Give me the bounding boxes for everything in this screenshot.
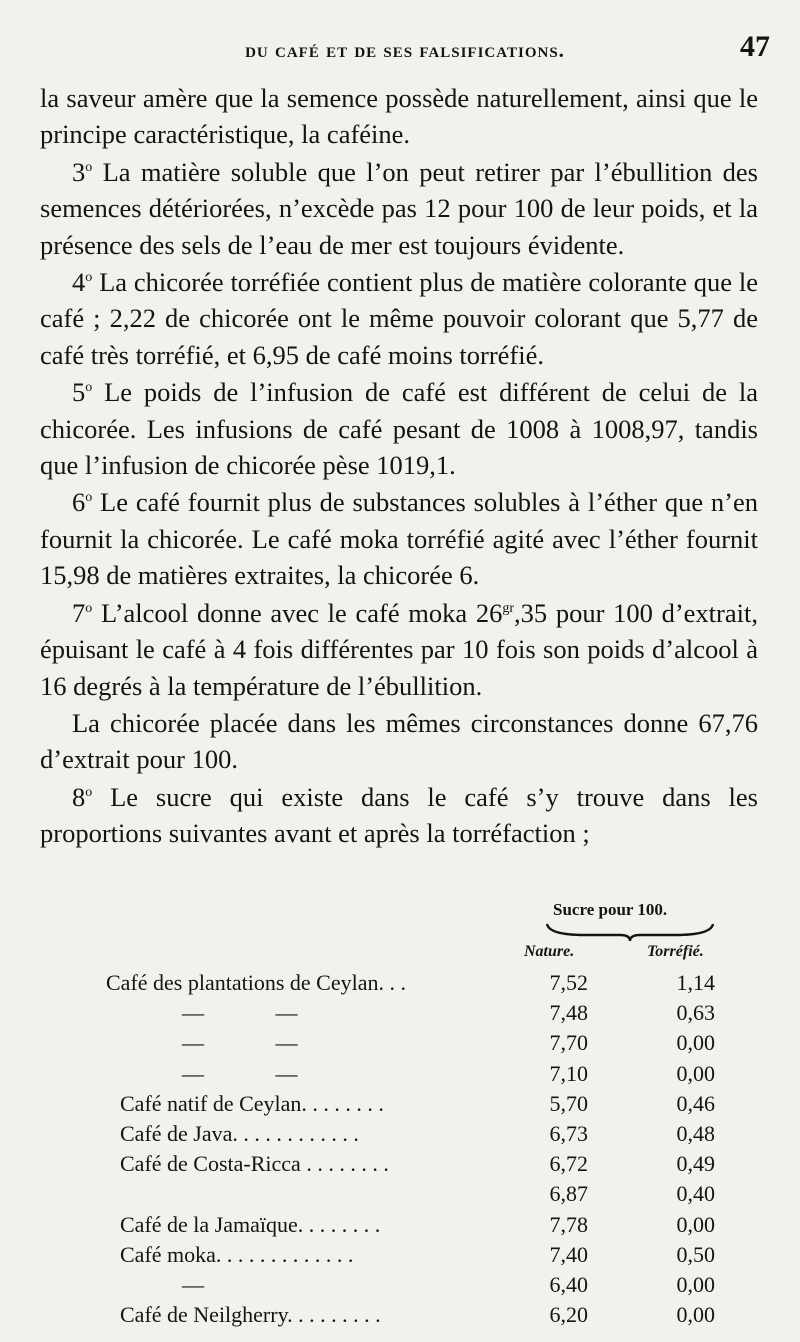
table-row: [40, 1272, 758, 1300]
ordinal-sup: o: [85, 270, 93, 286]
ordinal-sup: o: [85, 380, 93, 396]
value-torrefie: 0,49: [676, 1151, 715, 1177]
table-row: [40, 1091, 758, 1119]
table-row: [40, 1212, 758, 1240]
value-nature: 7,10: [549, 1060, 588, 1086]
paragraph-1: [40, 154, 758, 263]
value-nature: 7,40: [549, 1241, 588, 1267]
value-nature: 7,52: [549, 970, 588, 995]
unit-sup: gr: [502, 600, 515, 616]
ordinal-sup: o: [85, 600, 93, 616]
row-label: Café moka. . . . . . . . . . . . .: [120, 1241, 354, 1267]
table-row: [40, 1242, 758, 1270]
row-label: —: [182, 1272, 204, 1297]
value-torrefie: 0,00: [676, 1030, 715, 1056]
table-row: [40, 1030, 758, 1058]
value-torrefie: 0,00: [676, 1211, 715, 1237]
paragraph-4: [40, 484, 758, 593]
table-caption: Sucre pour 100.: [553, 900, 668, 919]
paragraph-text: la saveur amère que la semence possède naturellement, ainsi que le principe caractéristique, la caféine.: [40, 83, 758, 150]
row-label: Café natif de Ceylan. . . . . . . .: [120, 1090, 384, 1116]
value-torrefie: 0,00: [676, 1272, 715, 1297]
paragraph-0: [40, 80, 758, 153]
row-label: Café de Costa-Ricca . . . . . . . .: [120, 1151, 389, 1177]
value-torrefie: 0,63: [676, 1000, 715, 1026]
item-number: 6: [72, 487, 86, 518]
value-nature: 6,87: [549, 1181, 588, 1207]
paragraph-text: ,35 pour 100 d’extrait, épuisant le café à 4 fois différentes par 10 fois son poids d’alcool à 16 degrés à la température de l’ébullition.: [40, 597, 758, 701]
table-row: [40, 970, 758, 998]
paragraph-2: [40, 264, 758, 373]
column-header-nature: Nature.: [524, 943, 575, 960]
paragraph-text: La chicorée placée dans les mêmes circonstances donne 67,76 d’extrait pour 100.: [40, 707, 758, 775]
paragraph-7: [40, 779, 758, 852]
item-number: 5: [72, 377, 86, 408]
row-label: Café de Neilgherry. . . . . . . . .: [120, 1302, 381, 1328]
paragraph-text: La chicorée torréfiée contient plus de matière colorante que le café ; 2,22 de chicorée ont le même pouvoir colorant que 5,77 de café très torréfié, et 6,95 de café moins torréfié.: [40, 267, 758, 370]
paragraph-text: La matière soluble que l’on peut retirer par l’ébullition des semences détériorées, n’excède pas 12 pour 100 de leur poids, et la présence des sels de l’eau de mer est toujours évidente.: [40, 156, 758, 260]
value-nature: 5,70: [549, 1090, 588, 1116]
value-nature: 7,48: [549, 1000, 588, 1026]
running-head: du café et de ses falsifications.: [245, 38, 565, 62]
paragraph-5: [40, 595, 758, 704]
item-number: 7: [72, 597, 86, 628]
body-text: [40, 80, 758, 852]
value-nature: 7,70: [549, 1030, 588, 1056]
value-torrefie: 0,00: [676, 1060, 715, 1086]
paragraph-text: Le sucre qui existe dans le café s’y trouve dans les proportions suivantes avant et après la torréfaction ;: [40, 781, 758, 849]
paragraph-6: [40, 705, 758, 778]
paragraph-3: [40, 374, 758, 483]
column-header-torrefie: Torréfié.: [647, 943, 704, 960]
page-number: 47: [740, 30, 770, 63]
ordinal-sup: o: [85, 490, 93, 506]
table-row: [40, 1151, 758, 1179]
ordinal-sup: o: [85, 784, 93, 800]
row-label: — —: [182, 1030, 298, 1056]
value-nature: 6,20: [549, 1302, 588, 1328]
row-label: Café de Java. . . . . . . . . . . .: [120, 1121, 359, 1146]
value-torrefie: 0,46: [676, 1090, 715, 1116]
table-row: [40, 1302, 758, 1330]
value-nature: 6,40: [549, 1272, 588, 1297]
table-row: [40, 1061, 758, 1089]
row-label: — —: [182, 1000, 298, 1026]
item-number: 8: [72, 781, 86, 812]
paragraph-text: Le poids de l’infusion de café est différent de celui de la chicorée. Les infusions de café pesant de 1008 à 1008,97, tandis que l’infusion de chicorée pèse 1019,1.: [40, 377, 758, 481]
row-label: Café de la Jamaïque. . . . . . . .: [120, 1211, 381, 1237]
paragraph-text: L’alcool donne avec le café moka 26: [92, 597, 503, 628]
item-number: 4: [72, 267, 86, 298]
row-label: Café des plantations de Ceylan. . .: [106, 970, 406, 995]
brace-icon: [545, 920, 715, 942]
value-torrefie: 0,40: [676, 1181, 715, 1207]
table-row: [40, 1121, 758, 1149]
paragraph-text: Le café fournit plus de substances solubles à l’éther que n’en fournit la chicorée. Le café moka torréfié agité avec l’éther fournit 15,98 de matières extraites, la chicorée 6.: [40, 487, 758, 591]
value-torrefie: 0,48: [676, 1121, 715, 1146]
page-header: [40, 28, 770, 72]
value-nature: 6,73: [549, 1121, 588, 1146]
value-nature: 6,72: [549, 1151, 588, 1177]
value-torrefie: 0,50: [676, 1241, 715, 1267]
value-torrefie: 0,00: [676, 1302, 715, 1328]
row-label: — —: [182, 1060, 298, 1086]
ordinal-sup: o: [85, 159, 93, 175]
value-torrefie: 1,14: [676, 970, 715, 995]
value-nature: 7,78: [549, 1211, 588, 1237]
table-row: [40, 1000, 758, 1028]
item-number: 3: [72, 156, 86, 187]
table-row: [40, 1181, 758, 1209]
